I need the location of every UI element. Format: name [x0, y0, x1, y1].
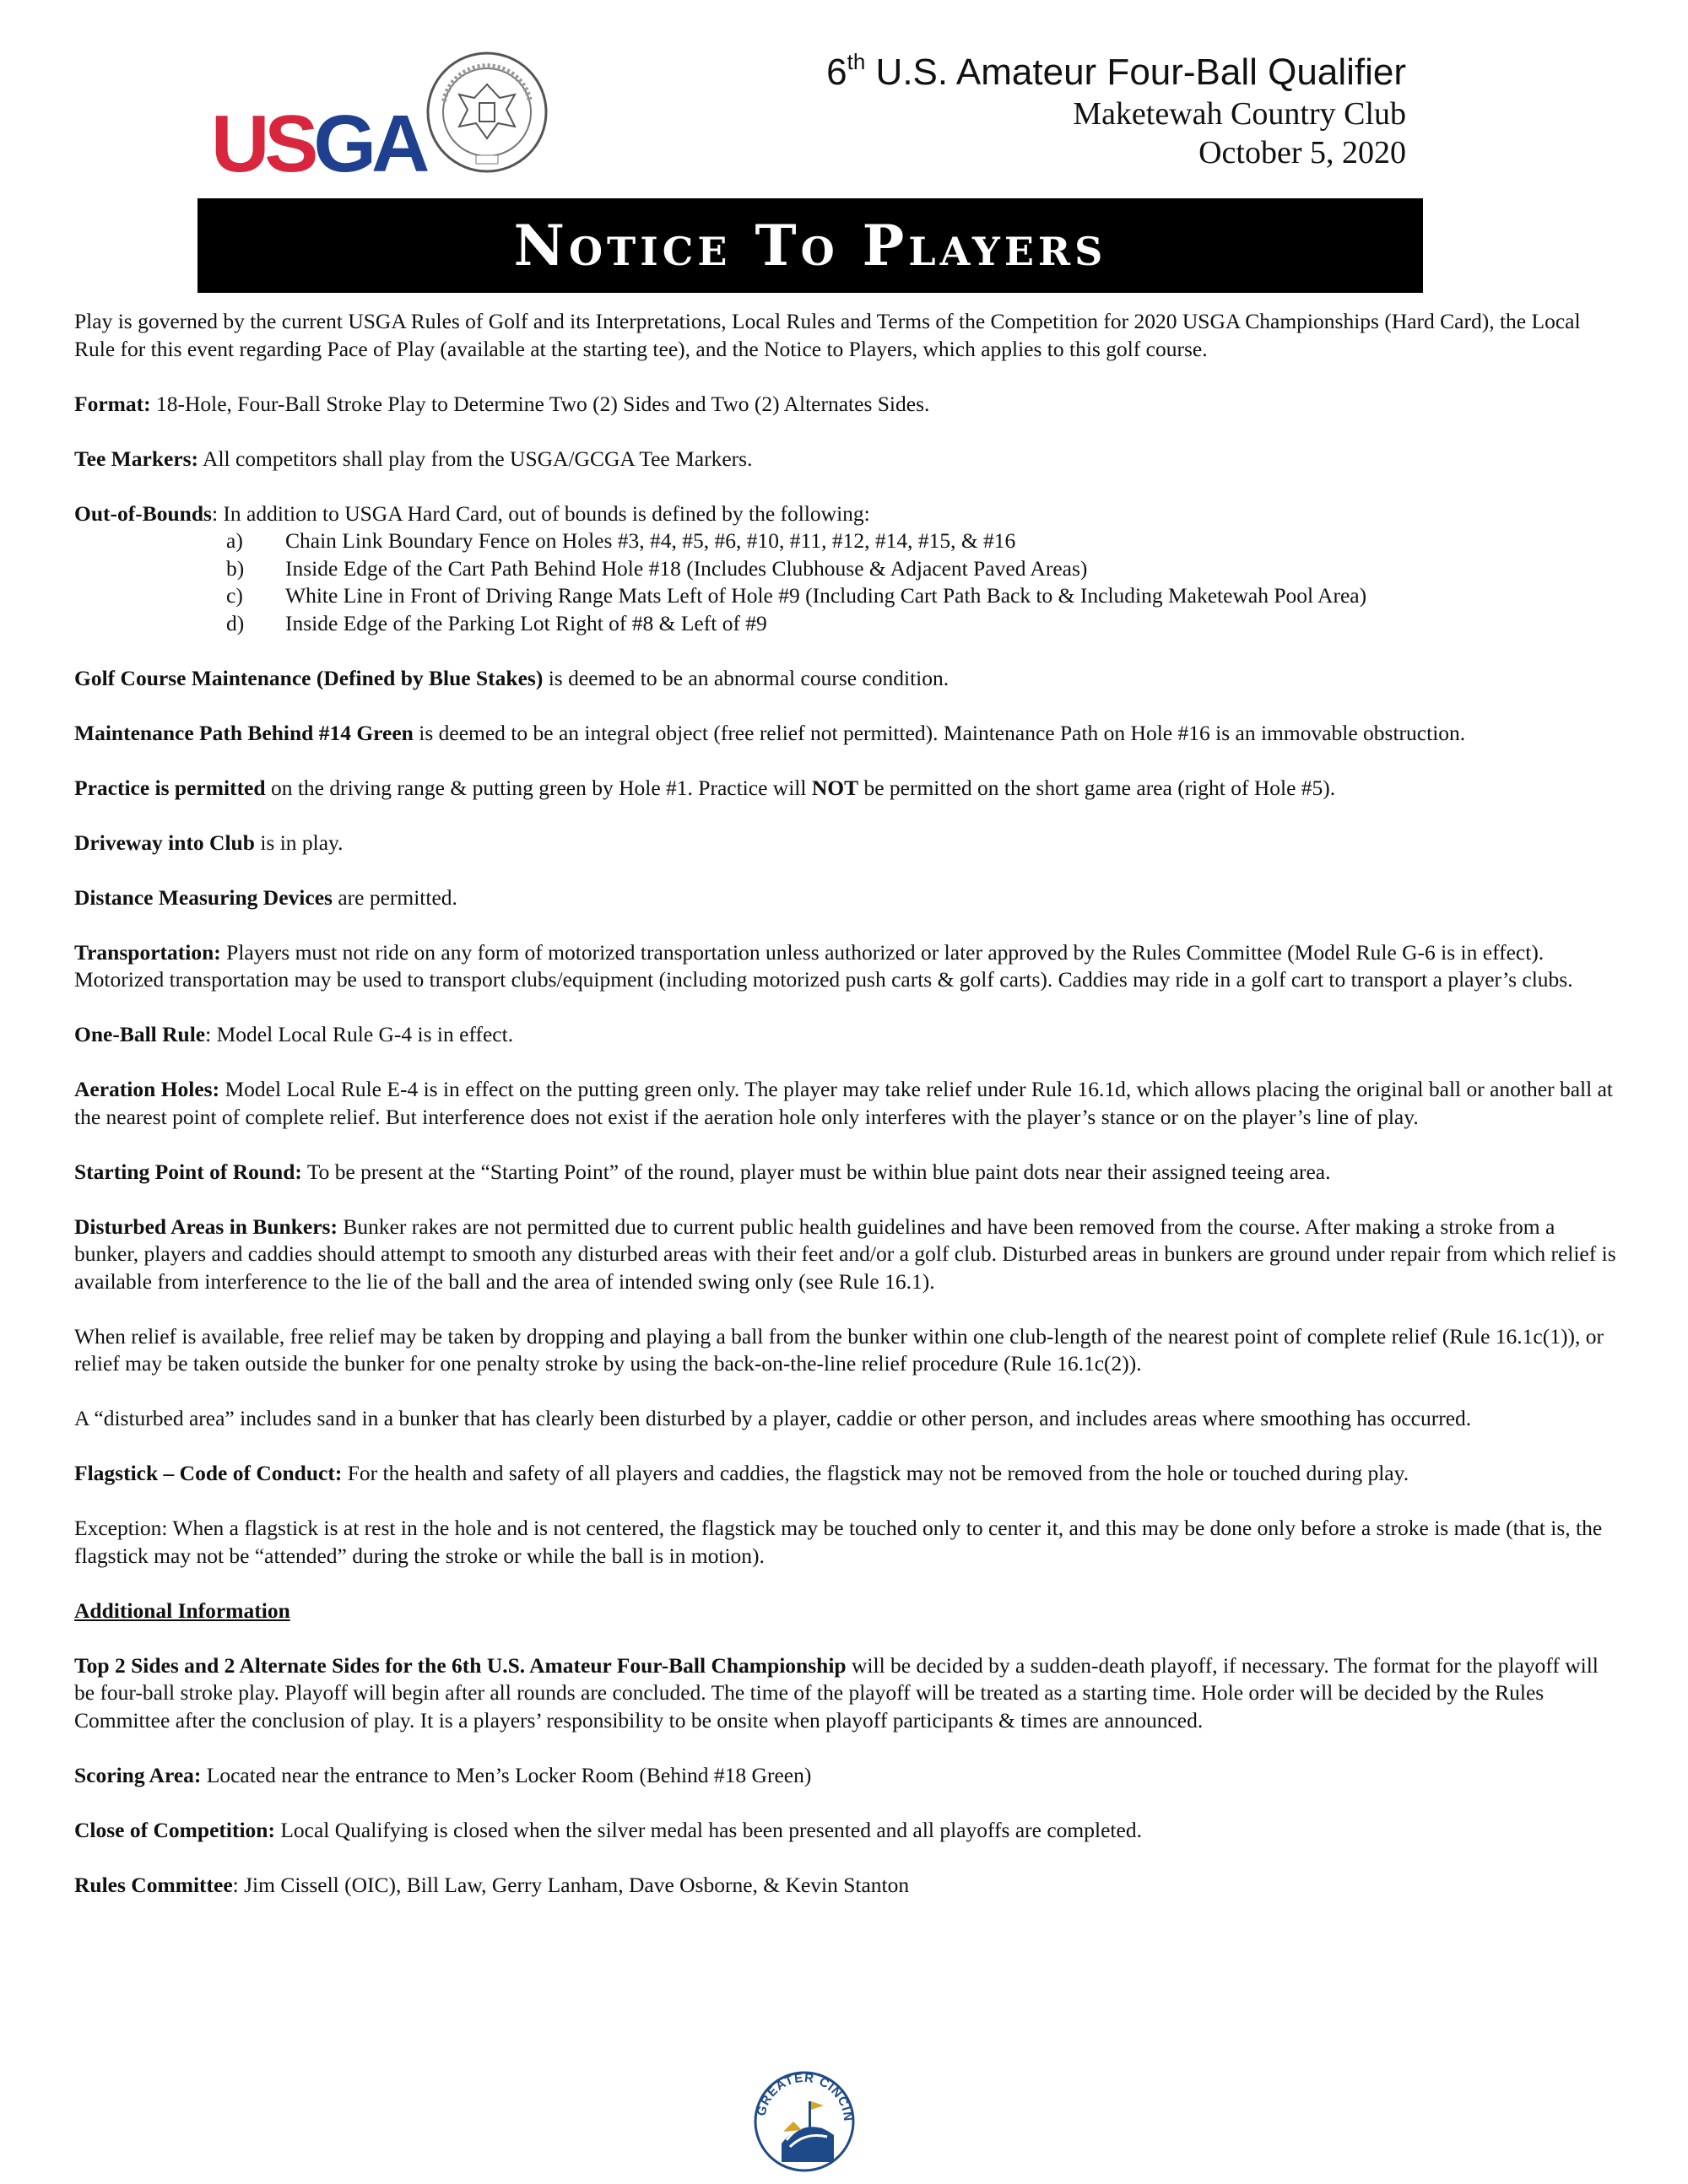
- oob-list: [74, 527, 1624, 637]
- scoring-area-paragraph: Scoring Area: Located near the entrance to Men’s Locker Room (Behind #18 Green): [74, 1762, 812, 1787]
- driveway-paragraph: Driveway into Club is in play.: [74, 830, 344, 855]
- event-title: 6th U.S. Amateur Four-Ball Qualifier: [826, 49, 1406, 93]
- notice-banner: [197, 198, 1423, 293]
- starting-point-paragraph: Starting Point of Round: To be present at the “Starting Point” of the round, player must be within blue paint dots near their assigned teeing area.: [74, 1159, 1331, 1184]
- format-paragraph: Format: 18-Hole, Four-Ball Stroke Play to Determine Two (2) Sides and Two (2) Alternates Sides.: [74, 391, 930, 416]
- bunkers-paragraph: Disturbed Areas in Bunkers: Bunker rakes are not permitted due to current public health guidelines and have been removed from the course. After making a stroke from a bunker, players and caddies should attempt to smooth any disturbed areas with their feet and/or a golf club. Disturbed areas in bunkers are ground under repair from which relief is available from interference to the lie of the ball and the area of intended swing only (see Rule 16.1).: [74, 1214, 1616, 1294]
- svg-text:USGA: USGA: [211, 105, 425, 180]
- intro-paragraph: Play is governed by the current USGA Rules of Golf and its Interpretations, Local Rules and Terms of the Competition for 2020 USGA Championships (Hard Card), the Local Rule for this event regarding Pace of Play (available at the starting tee), and the Notice to Players, which applies to this golf course.: [74, 309, 1581, 361]
- dmd-paragraph: Distance Measuring Devices are permitted.: [74, 884, 457, 910]
- list-item: a) Chain Link Boundary Fence on Holes #3, #4, #5, #6, #10, #11, #12, #14, #15, & #16: [226, 528, 1016, 553]
- relief-paragraph: When relief is available, free relief may be taken by dropping and playing a ball from the bunker within one club-length of the nearest point of complete relief (Rule 16.1c(1)), or relief may be taken outside the bunker for one penalty stroke by using the back-on-the-line relief procedure (Rule 16.1c(2)).: [74, 1323, 1604, 1376]
- list-item: d) Inside Edge of the Parking Lot Right of #8 & Left of #9: [226, 610, 767, 635]
- venue-name: Maketewah Country Club: [1073, 96, 1406, 132]
- tee-markers-paragraph: Tee Markers: All competitors shall play from the USGA/GCGA Tee Markers.: [74, 446, 753, 471]
- event-date: October 5, 2020: [1198, 135, 1406, 170]
- maintenance-path-paragraph: Maintenance Path Behind #14 Green is deemed to be an integral object (free relief not permitted). Maintenance Path on Hole #16 is an immovable obstruction.: [74, 720, 1466, 745]
- svg-text:GREATER CINCIN: GREATER CINCIN: [754, 2070, 856, 2123]
- disturbed-area-paragraph: A “disturbed area” includes sand in a bunker that has clearly been disturbed by a player, caddie or other person, and includes areas where smoothing has occurred.: [74, 1406, 1472, 1430]
- practice-paragraph: Practice is permitted on the driving range & putting green by Hole #1. Practice will NOT be permitted on the short game area (right of Hole #5).: [74, 775, 1336, 800]
- flagstick-paragraph: Flagstick – Code of Conduct: For the health and safety of all players and caddies, the flagstick may not be removed from the hole or touched during play.: [74, 1461, 1409, 1485]
- additional-info-heading: Additional Information: [74, 1597, 290, 1623]
- list-item: b) Inside Edge of the Cart Path Behind Hole #18 (Includes Clubhouse & Adjacent Paved Areas): [226, 555, 1088, 581]
- gcga-logo: [749, 2062, 859, 2172]
- notice-body: [74, 308, 1624, 1927]
- maintenance-paragraph: Golf Course Maintenance (Defined by Blue Stakes) is deemed to be an abnormal course condition.: [74, 665, 950, 690]
- exception-paragraph: Exception: When a flagstick is at rest in the hole and is not centered, the flagstick may be touched only to center it, and this may be done only before a stroke is made (that is, the flagstick may not be “attended” during the stroke or while the ball is in motion).: [74, 1516, 1603, 1568]
- usga-seal-icon: [425, 51, 549, 174]
- oob-paragraph: Out-of-Bounds: In addition to USGA Hard Card, out of bounds is defined by the following:: [74, 500, 870, 526]
- top-sides-paragraph: Top 2 Sides and 2 Alternate Sides for the 6th U.S. Amateur Four-Ball Championship will be decided by a sudden-death playoff, if necessary. The format for the playoff will be four-ball stroke play. Playoff will begin after all rounds are concluded. The time of the playoff will be treated as a starting time. Hole order will be decided by the Rules Committee after the conclusion of play. It is a players’ responsibility to be onsite when playoff participants & times are announced.: [74, 1652, 1599, 1733]
- one-ball-paragraph: One-Ball Rule: Model Local Rule G-4 is in effect.: [74, 1022, 514, 1046]
- aeration-paragraph: Aeration Holes: Model Local Rule E-4 is in effect on the putting green only. The player may take relief under Rule 16.1d, which allows placing the original ball or another ball at the nearest point of complete relief. But interference does not exist if the aeration hole only interferes with the player’s stance or on the player’s line of play.: [74, 1077, 1613, 1129]
- list-item: c) White Line in Front of Driving Range Mats Left of Hole #9 (Including Cart Path Back to & Including Maketewah Pool Area): [226, 583, 1367, 608]
- usga-logo: [211, 105, 439, 180]
- close-of-competition-paragraph: Close of Competition: Local Qualifying is closed when the silver medal has been presented and all playoffs are completed.: [74, 1817, 1142, 1842]
- transportation-paragraph: Transportation: Players must not ride on any form of motorized transportation unless authorized or later approved by the Rules Committee (Model Rule G-6 is in effect). Motorized transportation may be used to transport clubs/equipment (including motorized push carts & golf carts). Caddies may ride in a golf cart to transport a player’s clubs.: [74, 939, 1573, 992]
- rules-committee-paragraph: Rules Committee: Jim Cissell (OIC), Bill Law, Gerry Lanham, Dave Osborne, & Kevin Stanton: [74, 1872, 910, 1897]
- banner-title: Notice To Players: [513, 213, 1107, 278]
